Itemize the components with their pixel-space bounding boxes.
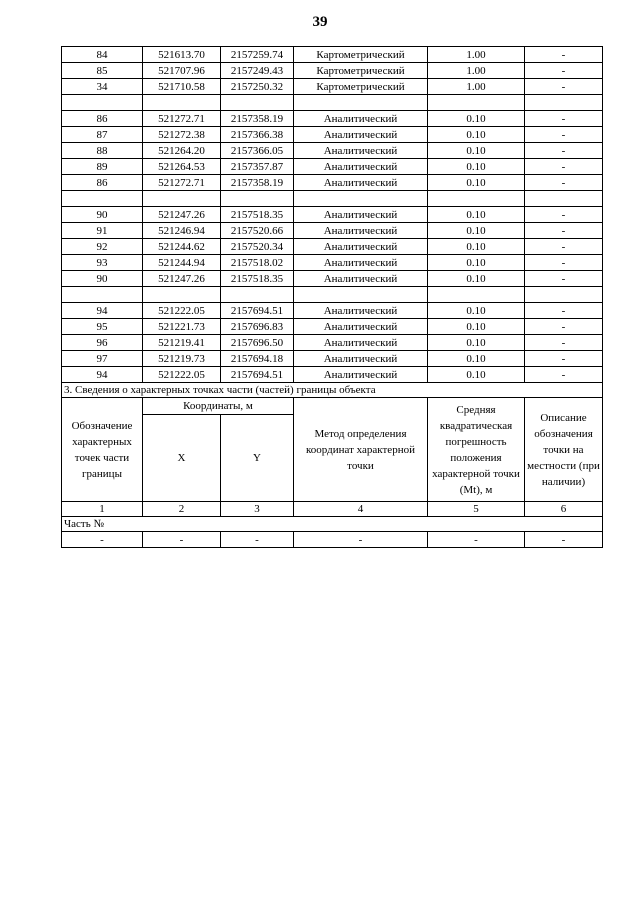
error-cell: 0.10 [428, 335, 525, 351]
coord-x-cell: 521264.53 [143, 159, 221, 175]
empty-cell: - [221, 532, 294, 548]
table-row [62, 111, 603, 127]
point-number-cell: 94 [62, 303, 143, 319]
point-number-cell: 96 [62, 335, 143, 351]
method-cell: Аналитический [294, 239, 428, 255]
table-row [62, 367, 603, 383]
coord-x-cell: 521264.20 [143, 143, 221, 159]
error-cell: 0.10 [428, 223, 525, 239]
header-coords: Координаты, м [143, 398, 294, 415]
description-cell: - [525, 47, 603, 63]
description-cell: - [525, 175, 603, 191]
coord-y-cell: 2157518.35 [221, 271, 294, 287]
coord-x-cell: 521221.73 [143, 319, 221, 335]
point-number-cell: 90 [62, 271, 143, 287]
coord-x-cell: 521707.96 [143, 63, 221, 79]
description-cell: - [525, 319, 603, 335]
coord-y-cell: 2157358.19 [221, 111, 294, 127]
coord-x-cell: 521247.26 [143, 271, 221, 287]
description-cell: - [525, 351, 603, 367]
error-cell: 0.10 [428, 127, 525, 143]
spacer-cell [143, 287, 221, 303]
description-cell: - [525, 111, 603, 127]
section3-title: 3. Сведения о характерных точках части (частей) границы объекта [62, 383, 603, 398]
spacer-cell [62, 191, 143, 207]
description-cell: - [525, 127, 603, 143]
spacer-cell [294, 287, 428, 303]
error-cell: 0.10 [428, 175, 525, 191]
point-number-cell: 87 [62, 127, 143, 143]
description-cell: - [525, 303, 603, 319]
group-spacer-row [62, 191, 603, 207]
coord-y-cell: 2157357.87 [221, 159, 294, 175]
spacer-cell [525, 95, 603, 111]
coord-y-cell: 2157366.38 [221, 127, 294, 143]
description-cell: - [525, 255, 603, 271]
table-row [62, 127, 603, 143]
coord-y-cell: 2157520.34 [221, 239, 294, 255]
point-number-cell: 95 [62, 319, 143, 335]
error-cell: 1.00 [428, 79, 525, 95]
method-cell: Аналитический [294, 319, 428, 335]
description-cell: - [525, 159, 603, 175]
method-cell: Аналитический [294, 255, 428, 271]
spacer-cell [428, 95, 525, 111]
description-cell: - [525, 79, 603, 95]
coord-y-cell: 2157696.50 [221, 335, 294, 351]
group-spacer-row [62, 95, 603, 111]
empty-cell: - [294, 532, 428, 548]
coord-y-cell: 2157520.66 [221, 223, 294, 239]
table-row [62, 255, 603, 271]
header-designation: Обозначение характерных точек части границы [62, 398, 143, 502]
coord-y-cell: 2157249.43 [221, 63, 294, 79]
coord-x-cell: 521219.41 [143, 335, 221, 351]
coord-y-cell: 2157518.35 [221, 207, 294, 223]
spacer-cell [525, 191, 603, 207]
method-cell: Аналитический [294, 127, 428, 143]
point-number-cell: 84 [62, 47, 143, 63]
error-cell: 0.10 [428, 367, 525, 383]
coord-x-cell: 521246.94 [143, 223, 221, 239]
coord-x-cell: 521613.70 [143, 47, 221, 63]
point-number-cell: 90 [62, 207, 143, 223]
empty-cell: - [525, 532, 603, 548]
table-row [62, 143, 603, 159]
header-error: Средняя квадратическая погрешность положения характерной точки (Mt), м [428, 398, 525, 502]
error-cell: 0.10 [428, 239, 525, 255]
point-number-cell: 97 [62, 351, 143, 367]
error-cell: 0.10 [428, 303, 525, 319]
coord-y-cell: 2157518.02 [221, 255, 294, 271]
col-number-5: 5 [428, 502, 525, 517]
part-label: Часть № [62, 517, 603, 532]
table-row [62, 79, 603, 95]
error-cell: 0.10 [428, 143, 525, 159]
point-number-cell: 86 [62, 175, 143, 191]
method-cell: Аналитический [294, 303, 428, 319]
coord-x-cell: 521244.94 [143, 255, 221, 271]
table-row [62, 319, 603, 335]
coordinates-table [61, 46, 603, 548]
empty-cell: - [143, 532, 221, 548]
coord-x-cell: 521272.71 [143, 111, 221, 127]
spacer-cell [143, 95, 221, 111]
spacer-cell [62, 287, 143, 303]
table-row [62, 159, 603, 175]
method-cell: Аналитический [294, 207, 428, 223]
table-row [62, 239, 603, 255]
coord-y-cell: 2157259.74 [221, 47, 294, 63]
error-cell: 0.10 [428, 319, 525, 335]
coord-y-cell: 2157694.51 [221, 303, 294, 319]
point-number-cell: 91 [62, 223, 143, 239]
method-cell: Аналитический [294, 175, 428, 191]
method-cell: Аналитический [294, 367, 428, 383]
method-cell: Картометрический [294, 79, 428, 95]
method-cell: Аналитический [294, 111, 428, 127]
error-cell: 0.10 [428, 271, 525, 287]
coord-y-cell: 2157696.83 [221, 319, 294, 335]
spacer-cell [294, 191, 428, 207]
error-cell: 0.10 [428, 207, 525, 223]
header-method: Метод определения координат характерной точки [294, 398, 428, 502]
col-number-3: 3 [221, 502, 294, 517]
coord-x-cell: 521222.05 [143, 367, 221, 383]
description-cell: - [525, 223, 603, 239]
table-row [62, 351, 603, 367]
method-cell: Картометрический [294, 47, 428, 63]
spacer-cell [221, 191, 294, 207]
spacer-cell [143, 191, 221, 207]
coord-y-cell: 2157358.19 [221, 175, 294, 191]
method-cell: Аналитический [294, 351, 428, 367]
empty-cell: - [62, 532, 143, 548]
points-body [62, 47, 603, 383]
section3 [62, 383, 603, 548]
method-cell: Картометрический [294, 63, 428, 79]
group-spacer-row [62, 287, 603, 303]
coord-x-cell: 521244.62 [143, 239, 221, 255]
point-number-cell: 94 [62, 367, 143, 383]
col-number-6: 6 [525, 502, 603, 517]
error-cell: 0.10 [428, 159, 525, 175]
description-cell: - [525, 335, 603, 351]
coord-x-cell: 521219.73 [143, 351, 221, 367]
col-number-2: 2 [143, 502, 221, 517]
spacer-cell [428, 287, 525, 303]
col-number-1: 1 [62, 502, 143, 517]
error-cell: 0.10 [428, 111, 525, 127]
method-cell: Аналитический [294, 335, 428, 351]
table-row [62, 271, 603, 287]
spacer-cell [428, 191, 525, 207]
method-cell: Аналитический [294, 223, 428, 239]
point-number-cell: 86 [62, 111, 143, 127]
description-cell: - [525, 271, 603, 287]
description-cell: - [525, 367, 603, 383]
coord-x-cell: 521272.38 [143, 127, 221, 143]
coord-x-cell: 521222.05 [143, 303, 221, 319]
empty-cell: - [428, 532, 525, 548]
description-cell: - [525, 239, 603, 255]
header-y: Y [221, 415, 294, 502]
coord-x-cell: 521247.26 [143, 207, 221, 223]
description-cell: - [525, 63, 603, 79]
description-cell: - [525, 207, 603, 223]
coord-y-cell: 2157250.32 [221, 79, 294, 95]
col-number-4: 4 [294, 502, 428, 517]
coord-y-cell: 2157366.05 [221, 143, 294, 159]
header-description: Описание обозначения точки на местности (при наличии) [525, 398, 603, 502]
error-cell: 1.00 [428, 63, 525, 79]
spacer-cell [525, 287, 603, 303]
error-cell: 0.10 [428, 351, 525, 367]
table-row [62, 47, 603, 63]
header-x: X [143, 415, 221, 502]
method-cell: Аналитический [294, 271, 428, 287]
coord-y-cell: 2157694.18 [221, 351, 294, 367]
description-cell: - [525, 143, 603, 159]
point-number-cell: 88 [62, 143, 143, 159]
table-row [62, 63, 603, 79]
method-cell: Аналитический [294, 159, 428, 175]
spacer-cell [221, 287, 294, 303]
table-row [62, 175, 603, 191]
point-number-cell: 92 [62, 239, 143, 255]
error-cell: 1.00 [428, 47, 525, 63]
spacer-cell [294, 95, 428, 111]
point-number-cell: 93 [62, 255, 143, 271]
table-row [62, 303, 603, 319]
point-number-cell: 34 [62, 79, 143, 95]
table-row [62, 335, 603, 351]
error-cell: 0.10 [428, 255, 525, 271]
page-number: 39 [312, 14, 328, 30]
spacer-cell [62, 95, 143, 111]
table-row [62, 223, 603, 239]
table-row [62, 207, 603, 223]
coord-x-cell: 521272.71 [143, 175, 221, 191]
coord-x-cell: 521710.58 [143, 79, 221, 95]
spacer-cell [221, 95, 294, 111]
point-number-cell: 89 [62, 159, 143, 175]
method-cell: Аналитический [294, 143, 428, 159]
coord-y-cell: 2157694.51 [221, 367, 294, 383]
point-number-cell: 85 [62, 63, 143, 79]
